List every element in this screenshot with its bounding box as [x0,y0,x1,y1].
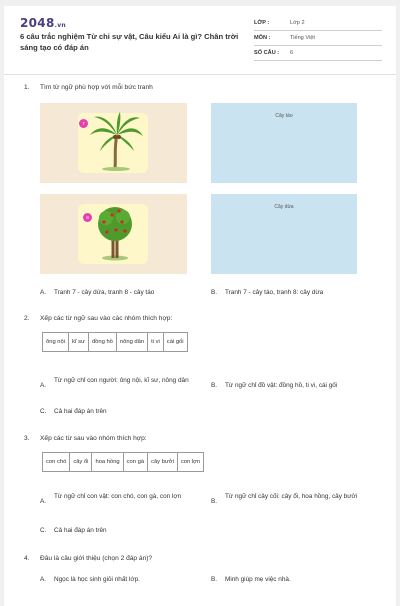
meta-row-count [254,46,382,61]
option-2a[interactable] [40,376,208,396]
option-text: Ngọc là học sinh giỏi nhất lớp. [54,576,140,583]
picture-badge: 8 [83,213,92,222]
word-bank [42,452,204,472]
word-chip[interactable]: hoa hồng [92,453,123,471]
option-text: Tranh 7 - cây dừa, tranh 8 - cây táo [54,289,155,296]
word-chip[interactable]: nông dân [117,333,148,351]
coconut-tree-icon [88,111,144,173]
word-chip[interactable]: cây ổi [70,453,92,471]
page-title: 6 câu trắc nghiệm Từ chỉ sự vật, Câu kiểu Ai là gì? Chân trời sáng tạo có đáp án [20,32,239,52]
option-label: A. [40,498,47,505]
word-chip[interactable]: ông nội [43,333,69,351]
question-number: 3. [24,435,30,442]
meta-value: 6 [290,50,294,56]
drop-zone-label: Cây táo [275,113,293,119]
option-text: Minh giúp mẹ việc nhà. [225,576,291,583]
option-label: C. [40,527,47,534]
option-label: B. [211,576,218,583]
word-chip[interactable]: đồng hồ [89,333,117,351]
apple-tree-icon [92,204,138,264]
meta-row-subject [254,31,382,46]
header [4,6,396,76]
option-text: Từ ngữ chỉ cây cối: cây ổi, hoa hồng, cây bưởi [225,493,358,500]
option-text: Cả hai đáp án trên [54,408,107,415]
option-label: B. [211,289,218,296]
question-number: 4. [24,555,30,562]
word-chip[interactable]: con chó [43,453,70,471]
header-divider [4,74,396,75]
question-text: Tìm từ ngữ phù hợp với mỗi bức tranh [40,84,153,91]
word-bank [42,332,188,352]
picture-card-7[interactable] [40,103,187,183]
site-logo[interactable]: 2048.vn [20,16,66,30]
word-chip[interactable]: con lợn [180,459,201,465]
worksheet-page [4,6,396,606]
option-label: B. [211,498,218,505]
option-text: Cả hai đáp án trên [54,527,107,534]
word-chip[interactable]: con gà [124,453,148,471]
meta-value: Lớp 2 [290,20,305,26]
drop-zone-label: Cây dừa [274,204,294,210]
option-3b[interactable] [211,492,386,512]
option-text: Từ ngữ chỉ con người: ông nội, kĩ sư, nông dân [54,377,189,384]
drop-zone-1[interactable] [211,103,357,183]
meta-key: LỚP : [254,20,270,26]
word-chip[interactable]: cây bưởi [148,453,178,471]
option-label: A. [40,382,47,389]
option-text: Tranh 7 - cây táo, tranh 8: cây dừa [225,289,324,296]
option-label: A. [40,576,47,583]
picture-badge: 7 [79,119,88,128]
picture-card-8[interactable] [40,194,187,274]
meta-info [254,16,382,61]
option-label: B. [211,382,218,389]
word-chip[interactable]: cái gối [166,339,184,345]
word-chip[interactable]: ti vi [148,333,164,351]
option-text: Từ ngữ chỉ con vật: con chó, con gà, con lợn [54,493,182,500]
option-3a[interactable] [40,492,208,512]
drop-zone-2[interactable] [211,194,357,274]
question-number: 1. [24,84,30,91]
meta-key: MÔN : [254,35,271,41]
question-text: Xếp các từ ngữ sau vào các nhóm thích hợp: [40,315,173,322]
option-label: C. [40,408,47,415]
meta-key: SỐ CÂU : [254,50,280,56]
meta-row-grade [254,16,382,31]
word-chip[interactable]: kĩ sư [69,333,89,351]
question-number: 2. [24,315,30,322]
option-text: Từ ngữ chỉ đồ vật: đồng hồ, ti vi, cái gối [225,382,338,389]
question-text: Xếp các từ sau vào nhóm thích hợp: [40,435,147,442]
meta-value: Tiếng Việt [290,35,315,41]
option-label: A. [40,289,47,296]
question-text: Đâu là câu giới thiệu (chọn 2 đáp án)? [40,555,153,562]
